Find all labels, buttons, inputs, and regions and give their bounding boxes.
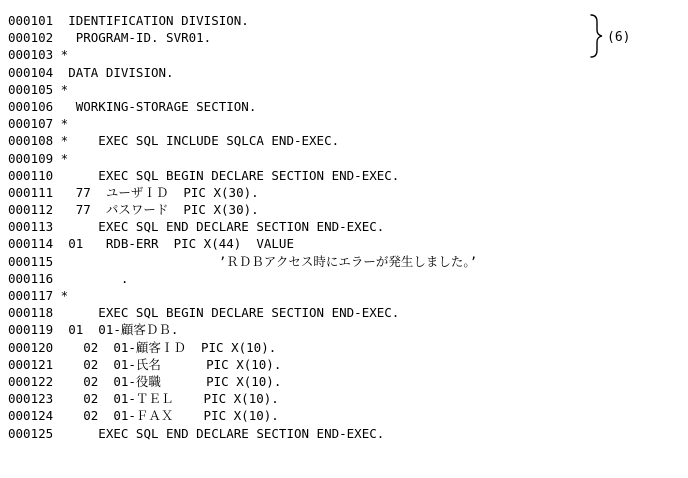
code-line: 000111 77 ユーザＩＤ PIC X(30). [8, 184, 259, 200]
code-line: 000118 EXEC SQL BEGIN DECLARE SECTION END-EXEC. [8, 305, 400, 321]
code-line: 000115 ’ＲＤＢアクセス時にエラーが発生しました。’ [8, 253, 478, 269]
code-line: 000122 02 01-役職 PIC X(10). [8, 373, 282, 389]
code-line: 000101 IDENTIFICATION DIVISION. [8, 13, 249, 28]
code-line: 000123 02 01-ＴＥＬ PIC X(10). [8, 391, 279, 407]
code-line: 000112 77 パスワード PIC X(30). [8, 202, 259, 218]
code-line: 000104 DATA DIVISION. [8, 64, 174, 80]
code-line: 000106 WORKING-STORAGE SECTION. [8, 98, 257, 114]
code-line: 000109 * [8, 150, 69, 166]
code-line: 000102 PROGRAM-ID. SVR01. [8, 30, 212, 46]
code-line: 000116 . [8, 270, 129, 286]
code-line: 000113 EXEC SQL END DECLARE SECTION END-EXEC. [8, 219, 385, 235]
code-line: 000108 * EXEC SQL INCLUDE SQLCA END-EXEC. [8, 133, 340, 149]
code-line: 000120 02 01-顧客ＩＤ PIC X(10). [8, 339, 277, 355]
code-line: 000121 02 01-氏名 PIC X(10). [8, 356, 282, 372]
code-line: 000107 * [8, 116, 69, 132]
annotation-label: (6) [607, 30, 631, 45]
code-line: 000103 * [8, 47, 69, 63]
code-line: 000117 * [8, 288, 69, 303]
code-line: 000105 * [8, 81, 69, 97]
code-line: 000114 01 RDB-ERR PIC X(44) VALUE [8, 236, 294, 252]
annotation-group [588, 13, 638, 59]
code-line: 000110 EXEC SQL BEGIN DECLARE SECTION END-EXEC. [8, 167, 400, 183]
code-line: 000124 02 01-ＦＡＸ PIC X(10). [8, 408, 279, 424]
code-line: 000125 EXEC SQL END DECLARE SECTION END-EXEC. [8, 425, 385, 441]
code-line: 000119 01 01-顧客ＤＢ. [8, 322, 179, 338]
code-listing [8, 12, 477, 442]
right-brace-icon [588, 13, 604, 59]
